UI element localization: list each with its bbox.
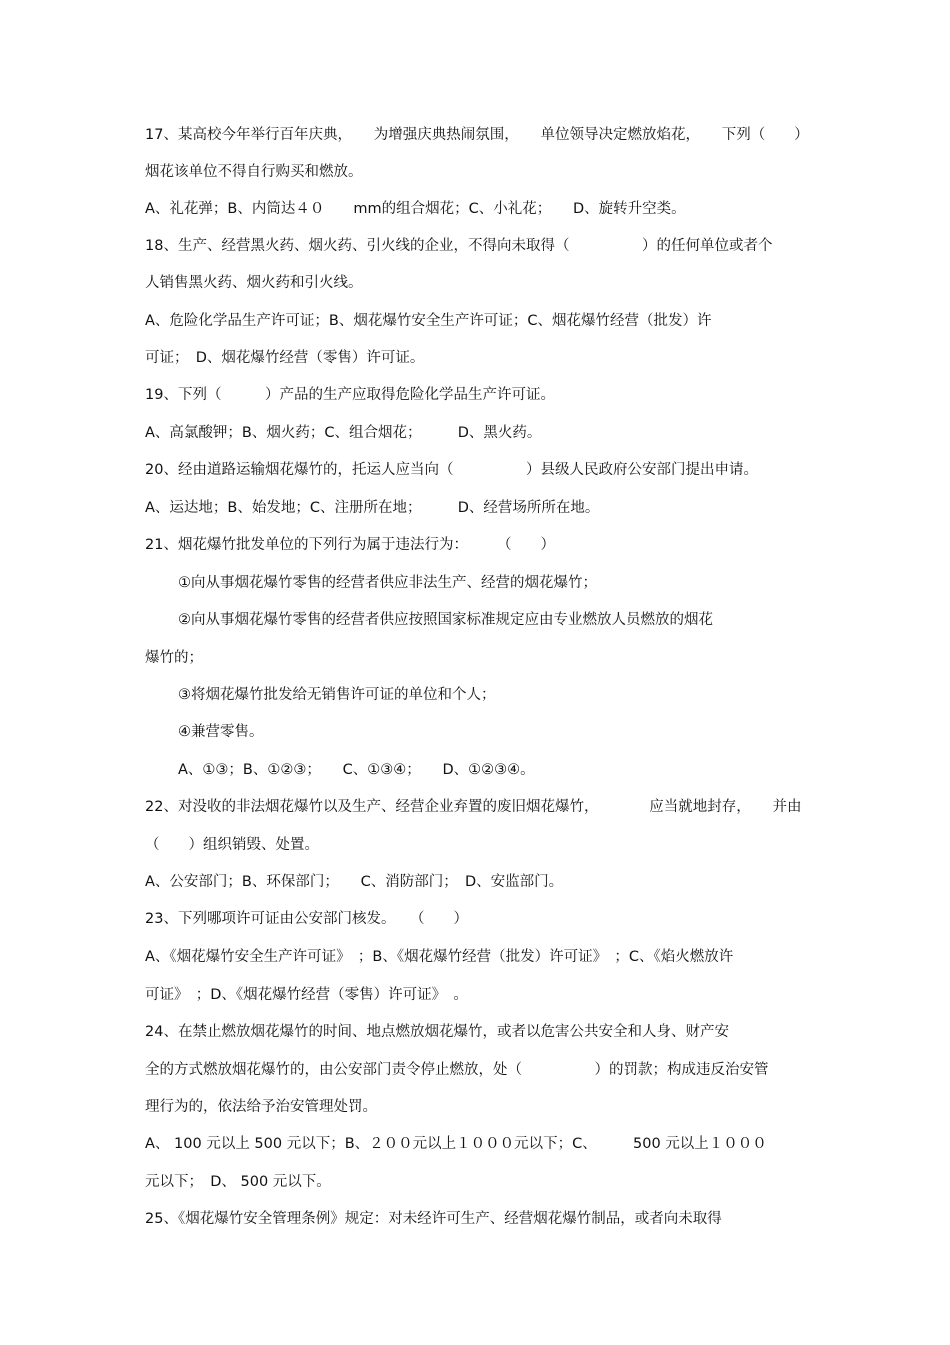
question-18-options-line-1: A、危险化学品生产许可证；B、烟花爆竹安全生产许可证；C、烟花爆竹经营（批发）许 [145,313,712,329]
question-19-options: A、高氯酸钾；B、烟火药；C、组合烟花； D、黑火药。 [145,425,542,441]
question-21: 21、烟花爆竹批发单位的下列行为属于违法行为： （ ） [145,537,555,553]
question-22-line-1: 22、对没收的非法烟花爆竹以及生产、经营企业弃置的废旧烟花爆竹， 应当就地封存， 并由 [145,799,802,815]
question-19: 19、下列（ ）产品的生产应取得危险化学品生产许可证。 [145,387,555,403]
question-20: 20、经由道路运输烟花爆竹的，托运人应当向（ ）县级人民政府公安部门提出申请。 [145,462,758,478]
question-17-line-1: 17、某高校今年举行百年庆典， 为增强庆典热闹氛围， 单位领导决定燃放焰花， 下列（ ） [145,127,809,143]
question-22-line-2: （ ）组织销毁、处置。 [145,837,319,853]
question-24-line-1: 24、在禁止燃放烟花爆竹的时间、地点燃放烟花爆竹，或者以危害公共安全和人身、财产安 [145,1024,729,1040]
question-21-item-4: ④兼营零售。 [178,724,264,740]
question-23-options-line-1: A、《烟花爆竹安全生产许可证》 ；B、《烟花爆竹经营（批发）许可证》 ；C、《焰火燃放许 [145,949,734,965]
question-24-options-line-1: A、 100 元以上 500 元以下；B、２００元以上１０００元以下；C、 500 元以上１０００ [145,1136,767,1152]
question-24-options-line-2: 元以下； D、 500 元以下。 [145,1174,331,1190]
question-21-item-3: ③将烟花爆竹批发给无销售许可证的单位和个人； [178,687,496,703]
question-18-line-2: 人销售黑火药、烟火药和引火线。 [145,275,363,291]
question-18-line-1: 18、生产、经营黑火药、烟火药、引火线的企业，不得向未取得（ ）的任何单位或者个 [145,238,773,254]
question-20-options: A、运达地；B、始发地；C、注册所在地； D、经营场所所在地。 [145,500,600,516]
question-17-line-2: 烟花该单位不得自行购买和燃放。 [145,164,363,180]
question-25-line-1: 25、《烟花爆竹安全管理条例》规定：对未经许可生产、经营烟花爆竹制品，或者向未取得 [145,1211,722,1227]
question-21-options: A、①③；B、①②③； C、①③④； D、①②③④。 [178,762,535,778]
question-22-options: A、公安部门；B、环保部门； C、消防部门； D、安监部门。 [145,874,564,890]
question-18-options-line-2: 可证； D、烟花爆竹经营（零售）许可证。 [145,350,425,366]
question-17-options: A、礼花弹；B、内筒达４０ mm的组合烟花；C、小礼花； D、旋转升空类。 [145,201,686,217]
question-21-item-2-line-1: ②向从事烟花爆竹零售的经营者供应按照国家标准规定应由专业燃放人员燃放的烟花 [178,612,713,628]
question-21-item-2-line-2: 爆竹的； [145,650,203,666]
question-24-line-2: 全的方式燃放烟花爆竹的，由公安部门责令停止燃放，处（ ）的罚款；构成违反治安管 [145,1062,769,1078]
question-23-options-line-2: 可证》 ；D、《烟花爆竹经营（零售）许可证》 。 [145,987,468,1003]
question-23: 23、下列哪项许可证由公安部门核发。 （ ） [145,911,468,927]
question-21-item-1: ①向从事烟花爆竹零售的经营者供应非法生产、经营的烟花爆竹； [178,575,597,591]
question-24-line-3: 理行为的，依法给予治安管理处罚。 [145,1099,377,1115]
